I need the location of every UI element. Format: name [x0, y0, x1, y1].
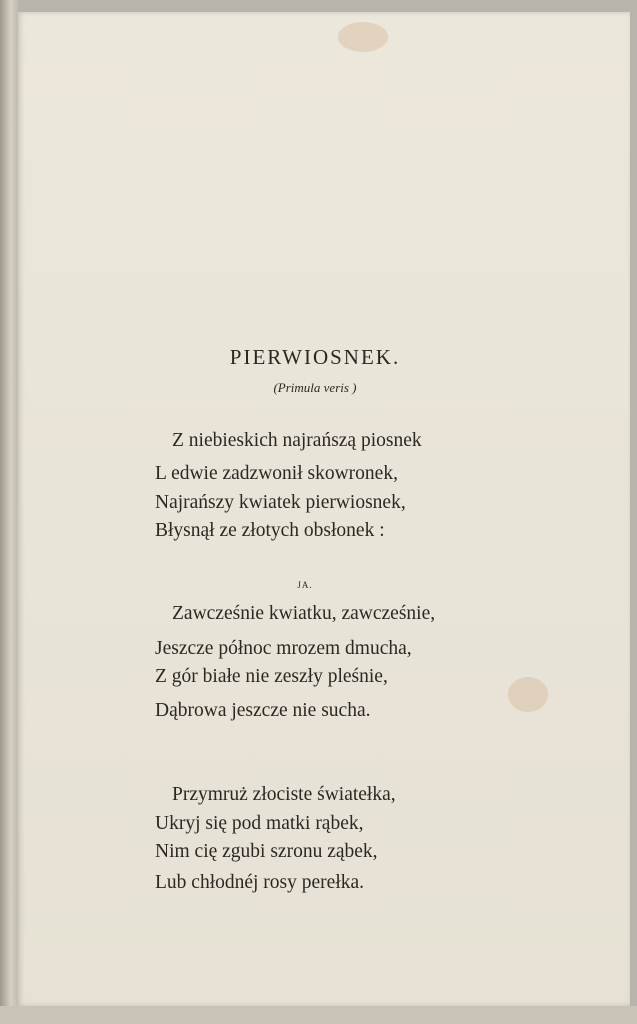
foxing-stain: [338, 22, 388, 52]
poem-line: Dąbrowa jeszcze nie sucha.: [155, 700, 371, 721]
poem-line: Błysnął ze złotych obsłonek :: [155, 520, 385, 541]
book-spine-edge: [0, 0, 18, 1024]
poem-line: Z gór białe nie zeszły pleśnie,: [155, 666, 388, 687]
book-page: [18, 12, 630, 1006]
poem-line: Ukryj się pod matki rąbek,: [155, 813, 364, 834]
poem-line: Przymruż złociste światełka,: [172, 784, 396, 805]
poem-line: L edwie zadzwonił skowronek,: [155, 463, 398, 484]
poem-line: Zawcześnie kwiatku, zawcześnie,: [172, 603, 436, 624]
table-surface: [0, 1006, 637, 1024]
poem-line: Nim cię zgubi szronu ząbek,: [155, 841, 378, 862]
poem-title: PIERWIOSNEK.: [229, 345, 401, 369]
poem-line: Z niebieskich najrańszą piosnek: [172, 430, 422, 451]
poem-line: Najrańszy kwiatek pierwiosnek,: [155, 492, 406, 513]
foxing-stain: [508, 677, 548, 712]
speaker-label: JA.: [297, 580, 313, 590]
poem-line: Jeszcze północ mrozem dmucha,: [155, 638, 412, 659]
poem-subtitle: (Primula veris ): [273, 380, 357, 395]
poem-line: Lub chłodnéj rosy perełka.: [155, 872, 365, 893]
